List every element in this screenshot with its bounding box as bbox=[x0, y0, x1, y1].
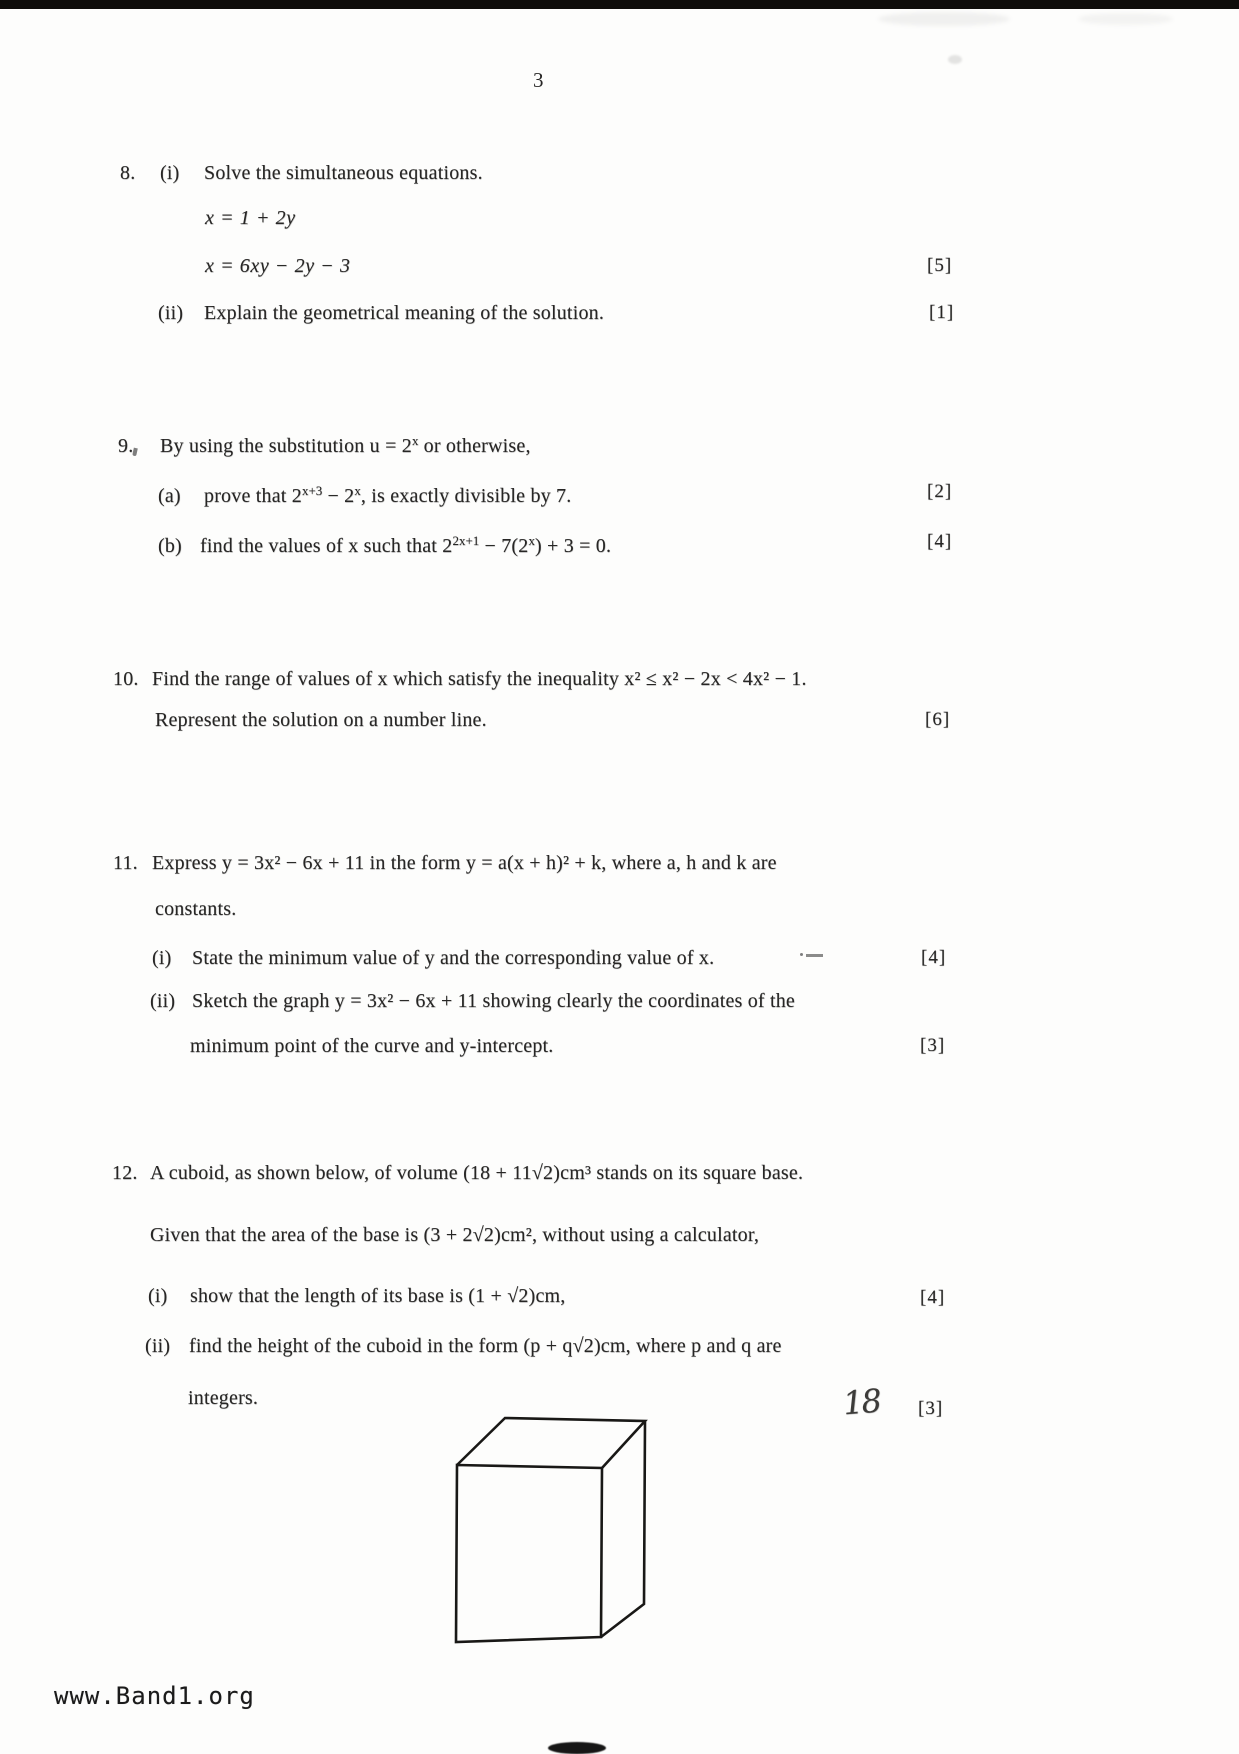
page-number: 3 bbox=[533, 68, 544, 92]
part-label: (ii) bbox=[145, 1335, 171, 1357]
marks-q11i: [4] bbox=[921, 947, 947, 968]
exponent: x bbox=[528, 533, 535, 548]
exponent: x bbox=[354, 483, 361, 498]
question-text: − 7(2 bbox=[479, 535, 529, 557]
question-text: State the minimum value of y and the corresponding value of x. bbox=[192, 947, 715, 969]
question-11-part-i bbox=[152, 945, 714, 971]
question-8-part-ii bbox=[158, 300, 604, 326]
marks-q8i: [5] bbox=[927, 255, 953, 276]
question-text: Express y = 3x² − 6x + 11 in the form y = a(x + h)² + k, where a, h and k are bbox=[152, 852, 777, 874]
question-number: 9. bbox=[118, 435, 134, 457]
scan-smudge bbox=[1078, 13, 1173, 25]
question-text: ) + 3 = 0. bbox=[534, 535, 612, 557]
question-11-line-1 bbox=[113, 850, 777, 876]
marks-q9a: [2] bbox=[927, 481, 953, 502]
question-12-part-ii-line-2: integers. bbox=[188, 1387, 259, 1409]
question-text: Sketch the graph y = 3x² − 6x + 11 showing clearly the coordinates of the bbox=[192, 990, 795, 1012]
exponent: x+3 bbox=[301, 483, 323, 498]
part-label: (i) bbox=[148, 1285, 168, 1307]
question-text: , is exactly divisible by 7. bbox=[360, 485, 572, 507]
scan-edge-strip bbox=[0, 0, 1239, 9]
question-number: 10. bbox=[113, 668, 139, 690]
question-10-line-2: Represent the solution on a number line. bbox=[155, 709, 487, 731]
scan-smudge bbox=[878, 12, 1010, 26]
part-label: (ii) bbox=[158, 302, 184, 324]
question-12-line-1 bbox=[112, 1160, 803, 1186]
scan-smudge bbox=[948, 55, 962, 64]
question-text: or otherwise, bbox=[418, 435, 531, 457]
footer-watermark-url: www.Band1.org bbox=[54, 1682, 255, 1710]
question-11-part-ii-line-1 bbox=[150, 988, 795, 1014]
part-label: (i) bbox=[152, 947, 172, 969]
question-9-part-a bbox=[158, 478, 571, 509]
question-8-equation-1: x = 1 + 2y bbox=[205, 207, 296, 229]
question-text: prove that 2 bbox=[204, 485, 302, 507]
question-text: Find the range of values of x which satisfy the inequality x² ≤ x² − 2x < 4x² − 1. bbox=[152, 668, 807, 690]
part-label: (ii) bbox=[150, 990, 176, 1012]
question-text: Solve the simultaneous equations. bbox=[204, 162, 483, 184]
question-9-part-b bbox=[158, 528, 611, 559]
marks-q12ii: [3] bbox=[918, 1398, 944, 1419]
question-12-part-i bbox=[148, 1283, 565, 1309]
question-text: Explain the geometrical meaning of the solution. bbox=[204, 302, 605, 324]
cuboid-figure bbox=[398, 1398, 658, 1658]
question-text: show that the length of its base is (1 + √2)cm, bbox=[190, 1285, 566, 1307]
question-8-header bbox=[120, 160, 483, 186]
handwritten-score: 18 bbox=[841, 1381, 882, 1423]
marks-q8ii: [1] bbox=[929, 302, 955, 323]
marks-q9b: [4] bbox=[927, 531, 953, 552]
question-11-line-2: constants. bbox=[155, 898, 237, 920]
part-label: (a) bbox=[158, 485, 181, 507]
part-label: (i) bbox=[160, 162, 180, 184]
marks-q10: [6] bbox=[925, 709, 951, 730]
part-label: (b) bbox=[158, 535, 182, 557]
question-11-part-ii-line-2: minimum point of the curve and y-intercept. bbox=[190, 1035, 554, 1057]
exponent: 2x+1 bbox=[452, 533, 480, 548]
marks-q11ii: [3] bbox=[920, 1035, 946, 1056]
scan-mark bbox=[800, 953, 803, 956]
question-number: 8. bbox=[120, 162, 136, 184]
question-10-line-1 bbox=[113, 666, 807, 692]
question-number: 12. bbox=[112, 1162, 138, 1184]
question-12-line-2: Given that the area of the base is (3 + 2√2)cm², without using a calculator, bbox=[150, 1224, 760, 1246]
scan-smudge bbox=[548, 1742, 606, 1754]
scan-mark bbox=[806, 954, 823, 957]
question-text: find the values of x such that 2 bbox=[200, 535, 453, 557]
question-9-header bbox=[118, 428, 531, 459]
question-8-equation-2: x = 6xy − 2y − 3 bbox=[205, 255, 351, 277]
question-number: 11. bbox=[113, 852, 138, 874]
marks-q12i: [4] bbox=[920, 1287, 946, 1308]
question-text: find the height of the cuboid in the form (p + q√2)cm, where p and q are bbox=[189, 1335, 782, 1357]
question-text: A cuboid, as shown below, of volume (18 + 11√2)cm³ stands on its square base. bbox=[150, 1162, 804, 1184]
exponent: x bbox=[411, 433, 419, 448]
question-text: By using the substitution u = 2 bbox=[160, 435, 412, 457]
question-12-part-ii-line-1 bbox=[145, 1333, 782, 1359]
question-text: − 2 bbox=[322, 485, 355, 507]
